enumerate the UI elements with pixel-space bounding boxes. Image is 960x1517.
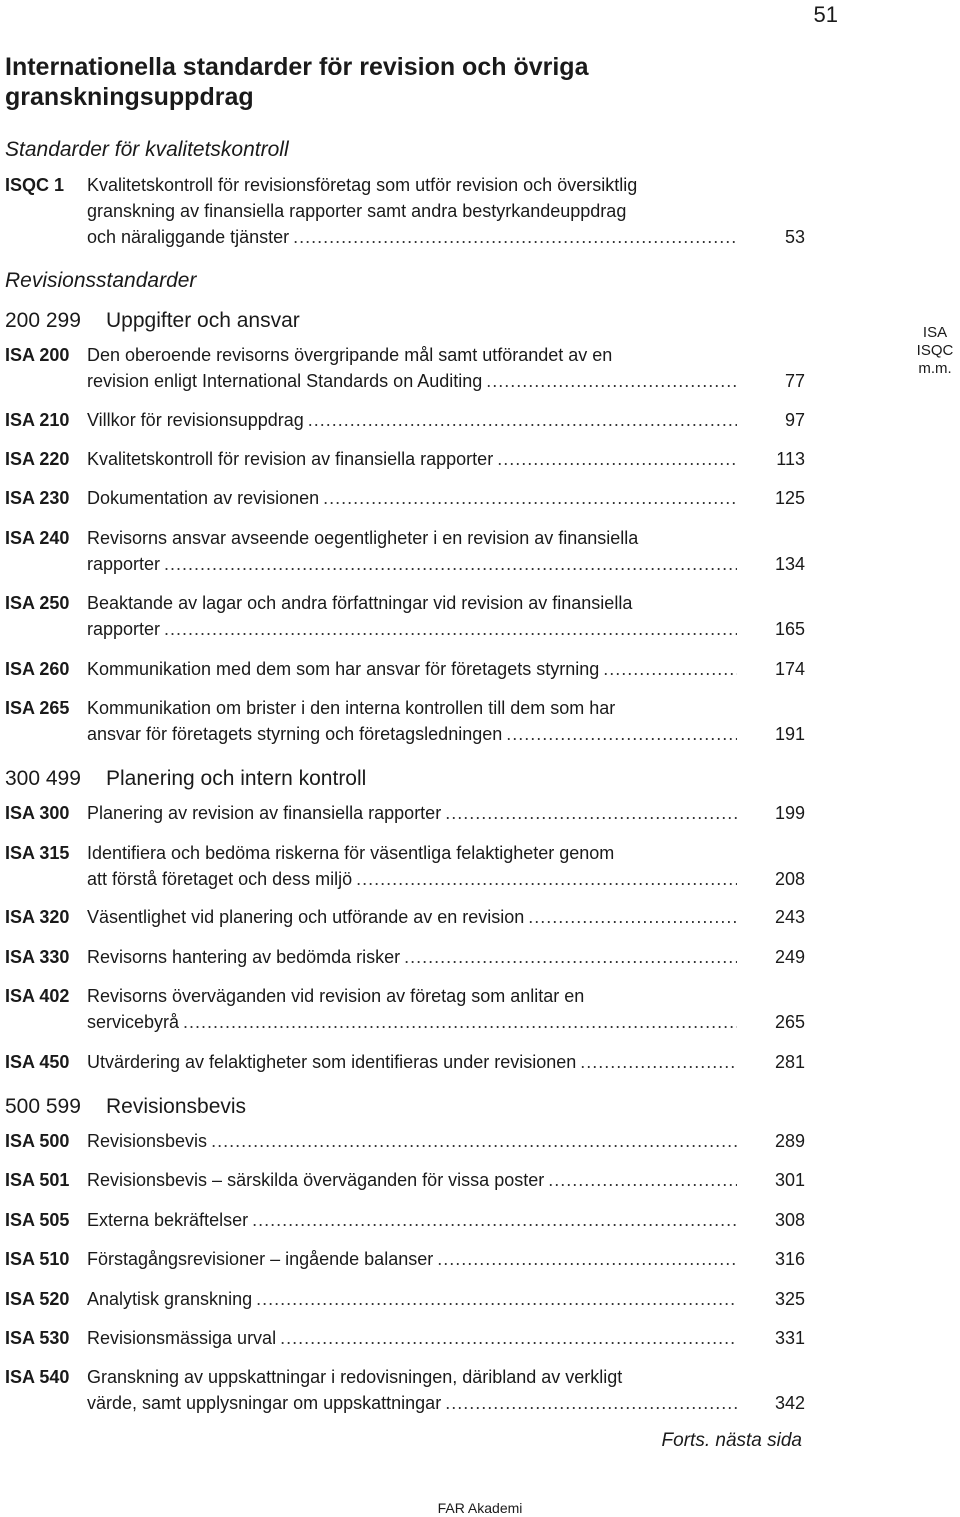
entry-page-number: 342 xyxy=(774,1393,805,1413)
entry-page-number: 301 xyxy=(774,1170,805,1190)
group-title: Planering och intern kontroll xyxy=(106,767,367,790)
toc-entry-isa-320[interactable] xyxy=(5,904,805,930)
entry-title-line: Identifiera och bedöma riskerna för väsentliga felaktigheter genom xyxy=(87,843,615,863)
entry-title-line: Revisionsbevis – särskilda överväganden för vissa poster xyxy=(87,1170,545,1190)
page-title: Internationella standarder för revision och övriga granskningsuppdrag xyxy=(5,53,589,111)
entry-title-line: rapporter xyxy=(87,554,161,574)
quality-section-heading: Standarder för kvalitetskontroll xyxy=(5,138,289,161)
toc-entry-isa-265[interactable] xyxy=(5,695,805,747)
entry-code: ISA 330 xyxy=(5,947,70,967)
group-heading-500-599 xyxy=(5,1095,246,1119)
dot-leader xyxy=(404,944,737,970)
toc-entry-isa-260[interactable] xyxy=(5,656,805,682)
entry-page-number: 174 xyxy=(774,659,805,679)
entry-page-number: 308 xyxy=(774,1210,805,1230)
entry-title xyxy=(87,172,737,250)
entry-title-line: servicebyrå xyxy=(87,1012,180,1032)
entry-title-line: ansvar för företagets styrning och företagsledningen xyxy=(87,724,503,744)
side-tab-line: ISA xyxy=(922,324,948,341)
entry-title-line: Villkor för revisionsuppdrag xyxy=(87,410,304,430)
group-range: 200 299 xyxy=(5,309,81,332)
dot-leader xyxy=(280,1325,737,1351)
entry-page-number: 134 xyxy=(774,554,805,574)
entry-title xyxy=(87,983,737,1035)
entry-code: ISA 510 xyxy=(5,1249,70,1269)
entry-code: ISA 520 xyxy=(5,1289,70,1309)
entry-title-line: rapporter xyxy=(87,619,161,639)
side-tab xyxy=(913,324,957,378)
group-range: 500 599 xyxy=(5,1095,81,1118)
toc-entry-isqc1[interactable] xyxy=(5,172,805,250)
footer-text: FAR Akademi xyxy=(437,1500,523,1516)
entry-code: ISA 402 xyxy=(5,986,70,1006)
toc-entry-isa-402[interactable] xyxy=(5,983,805,1035)
entry-page-number: 53 xyxy=(784,227,805,247)
entry-code: ISA 540 xyxy=(5,1367,70,1387)
entry-page-number: 249 xyxy=(774,947,805,967)
dot-leader xyxy=(497,446,737,472)
toc-entry-isa-200[interactable] xyxy=(5,342,805,394)
entry-page-number: 208 xyxy=(774,869,805,889)
entry-page-number: 281 xyxy=(774,1052,805,1072)
side-tab-line: m.m. xyxy=(918,360,952,377)
entry-title-line: värde, samt upplysningar om uppskattningar xyxy=(87,1393,442,1413)
toc-entry-isa-540[interactable] xyxy=(5,1364,805,1416)
dot-leader xyxy=(528,904,737,930)
entry-title-line: Granskning av uppskattningar i redovisningen, däribland av verkligt xyxy=(87,1367,623,1387)
entry-title-line: Revisionsbevis xyxy=(87,1131,208,1151)
dot-leader xyxy=(580,1049,737,1075)
dot-leader xyxy=(183,1009,737,1035)
entry-title xyxy=(87,342,737,394)
dot-leader xyxy=(308,407,737,433)
toc-entry-isa-520[interactable] xyxy=(5,1286,805,1312)
entry-code: ISA 230 xyxy=(5,488,70,508)
dot-leader xyxy=(164,616,737,642)
toc-entry-isa-505[interactable] xyxy=(5,1207,805,1233)
entry-page-number: 325 xyxy=(774,1289,805,1309)
entry-page-number: 77 xyxy=(784,371,805,391)
entry-code: ISA 200 xyxy=(5,345,70,365)
continued-note: Forts. nästa sida xyxy=(661,1430,802,1451)
entry-title xyxy=(87,840,737,892)
dot-leader xyxy=(211,1128,737,1154)
group-range: 300 499 xyxy=(5,767,81,790)
entry-code: ISQC 1 xyxy=(5,175,65,195)
entry-title-line: Kvalitetskontroll för revision av finansiella rapporter xyxy=(87,449,494,469)
entry-title-line: Dokumentation av revisionen xyxy=(87,488,320,508)
entry-title xyxy=(87,1286,737,1312)
entry-code: ISA 300 xyxy=(5,803,70,823)
toc-entry-isa-510[interactable] xyxy=(5,1246,805,1272)
entry-title-line: Planering av revision av finansiella rapporter xyxy=(87,803,442,823)
toc-entry-isa-315[interactable] xyxy=(5,840,805,892)
entry-title xyxy=(87,1128,737,1154)
entry-title-line: Kvalitetskontroll för revisionsföretag som utför revision och översiktlig xyxy=(87,175,638,195)
entry-title-line: Revisorns ansvar avseende oegentligheter i en revision av finansiella xyxy=(87,528,639,548)
entry-code: ISA 265 xyxy=(5,698,70,718)
group-heading-300-499 xyxy=(5,767,366,791)
toc-entry-isa-330[interactable] xyxy=(5,944,805,970)
entry-title-line: att förstå företaget och dess miljö xyxy=(87,869,353,889)
entry-code: ISA 505 xyxy=(5,1210,70,1230)
entry-title-line: Den oberoende revisorns övergripande mål samt utförandet av en xyxy=(87,345,613,365)
entry-page-number: 316 xyxy=(774,1249,805,1269)
entry-title-line: Utvärdering av felaktigheter som identifieras under revisionen xyxy=(87,1052,577,1072)
entry-page-number: 191 xyxy=(774,724,805,744)
entry-title-line: revision enligt International Standards on Auditing xyxy=(87,371,483,391)
toc-entry-isa-250[interactable] xyxy=(5,590,805,642)
entry-code: ISA 260 xyxy=(5,659,70,679)
toc-entry-isa-210[interactable] xyxy=(5,407,805,433)
entry-code: ISA 210 xyxy=(5,410,70,430)
dot-leader xyxy=(445,800,737,826)
standards-heading: Revisionsstandarder xyxy=(5,269,197,292)
entry-code: ISA 500 xyxy=(5,1131,70,1151)
entry-title xyxy=(87,485,737,511)
entry-code: ISA 530 xyxy=(5,1328,70,1348)
toc-entry-isa-300[interactable] xyxy=(5,800,805,826)
dot-leader xyxy=(486,368,737,394)
dot-leader xyxy=(293,224,737,250)
entry-code: ISA 220 xyxy=(5,449,70,469)
dot-leader xyxy=(164,551,737,577)
entry-title xyxy=(87,1364,737,1416)
dot-leader xyxy=(437,1246,737,1272)
entry-code: ISA 240 xyxy=(5,528,70,548)
entry-title-line: Kommunikation om brister i den interna kontrollen till dem som har xyxy=(87,698,616,718)
toc-entry-isa-500[interactable] xyxy=(5,1128,805,1154)
toc-entry-isa-220[interactable] xyxy=(5,446,805,472)
dot-leader xyxy=(506,721,737,747)
entry-title xyxy=(87,904,737,930)
entry-code: ISA 450 xyxy=(5,1052,70,1072)
entry-code: ISA 315 xyxy=(5,843,70,863)
entry-page-number: 265 xyxy=(774,1012,805,1032)
entry-title xyxy=(87,656,737,682)
entry-page-number: 199 xyxy=(774,803,805,823)
dot-leader xyxy=(252,1207,737,1233)
entry-title xyxy=(87,446,737,472)
entry-page-number: 243 xyxy=(774,907,805,927)
toc-entry-isa-501[interactable] xyxy=(5,1167,805,1193)
entry-page-number: 289 xyxy=(774,1131,805,1151)
entry-title xyxy=(87,695,737,747)
entry-page-number: 331 xyxy=(774,1328,805,1348)
entry-title xyxy=(87,944,737,970)
entry-title xyxy=(87,1325,737,1351)
group-title: Revisionsbevis xyxy=(106,1095,247,1118)
entry-page-number: 113 xyxy=(776,449,805,469)
entry-code: ISA 320 xyxy=(5,907,70,927)
dot-leader xyxy=(256,1286,737,1312)
side-tab-line: ISQC xyxy=(916,342,954,359)
dot-leader xyxy=(603,656,737,682)
entry-title-line: Analytisk granskning xyxy=(87,1289,253,1309)
entry-page-number: 125 xyxy=(774,488,805,508)
entry-page-number: 165 xyxy=(774,619,805,639)
entry-title xyxy=(87,1049,737,1075)
entry-title-line: Revisorns hantering av bedömda risker xyxy=(87,947,401,967)
entry-title-line: Förstagångsrevisioner – ingående balanser xyxy=(87,1249,434,1269)
dot-leader xyxy=(323,485,737,511)
entry-title xyxy=(87,525,737,577)
entry-page-number: 97 xyxy=(784,410,805,430)
group-title: Uppgifter och ansvar xyxy=(106,309,300,332)
entry-title-line: Revisorns överväganden vid revision av företag som anlitar en xyxy=(87,986,585,1006)
toc-entry-isa-230[interactable] xyxy=(5,485,805,511)
toc-entry-isa-450[interactable] xyxy=(5,1049,805,1075)
dot-leader xyxy=(356,866,737,892)
entry-title-line: Kommunikation med dem som har ansvar för företagets styrning xyxy=(87,659,600,679)
dot-leader xyxy=(548,1167,737,1193)
dot-leader xyxy=(445,1390,737,1416)
entry-title-line: granskning av finansiella rapporter samt andra bestyrkandeuppdrag xyxy=(87,201,627,221)
entry-code: ISA 250 xyxy=(5,593,70,613)
entry-title xyxy=(87,1207,737,1233)
entry-title-line: Externa bekräftelser xyxy=(87,1210,249,1230)
group-heading-200-299 xyxy=(5,309,300,333)
entry-title xyxy=(87,800,737,826)
entry-code: ISA 501 xyxy=(5,1170,70,1190)
entry-title-line: Väsentlighet vid planering och utförande av en revision xyxy=(87,907,525,927)
page-number: 51 xyxy=(813,2,838,27)
toc-entry-isa-240[interactable] xyxy=(5,525,805,577)
entry-title-line: Beaktande av lagar och andra författningar vid revision av finansiella xyxy=(87,593,633,613)
entry-title xyxy=(87,590,737,642)
entry-title-line: och näraliggande tjänster xyxy=(87,227,290,247)
entry-title xyxy=(87,1246,737,1272)
entry-title xyxy=(87,1167,737,1193)
entry-title xyxy=(87,407,737,433)
toc-entry-isa-530[interactable] xyxy=(5,1325,805,1351)
entry-title-line: Revisionsmässiga urval xyxy=(87,1328,277,1348)
